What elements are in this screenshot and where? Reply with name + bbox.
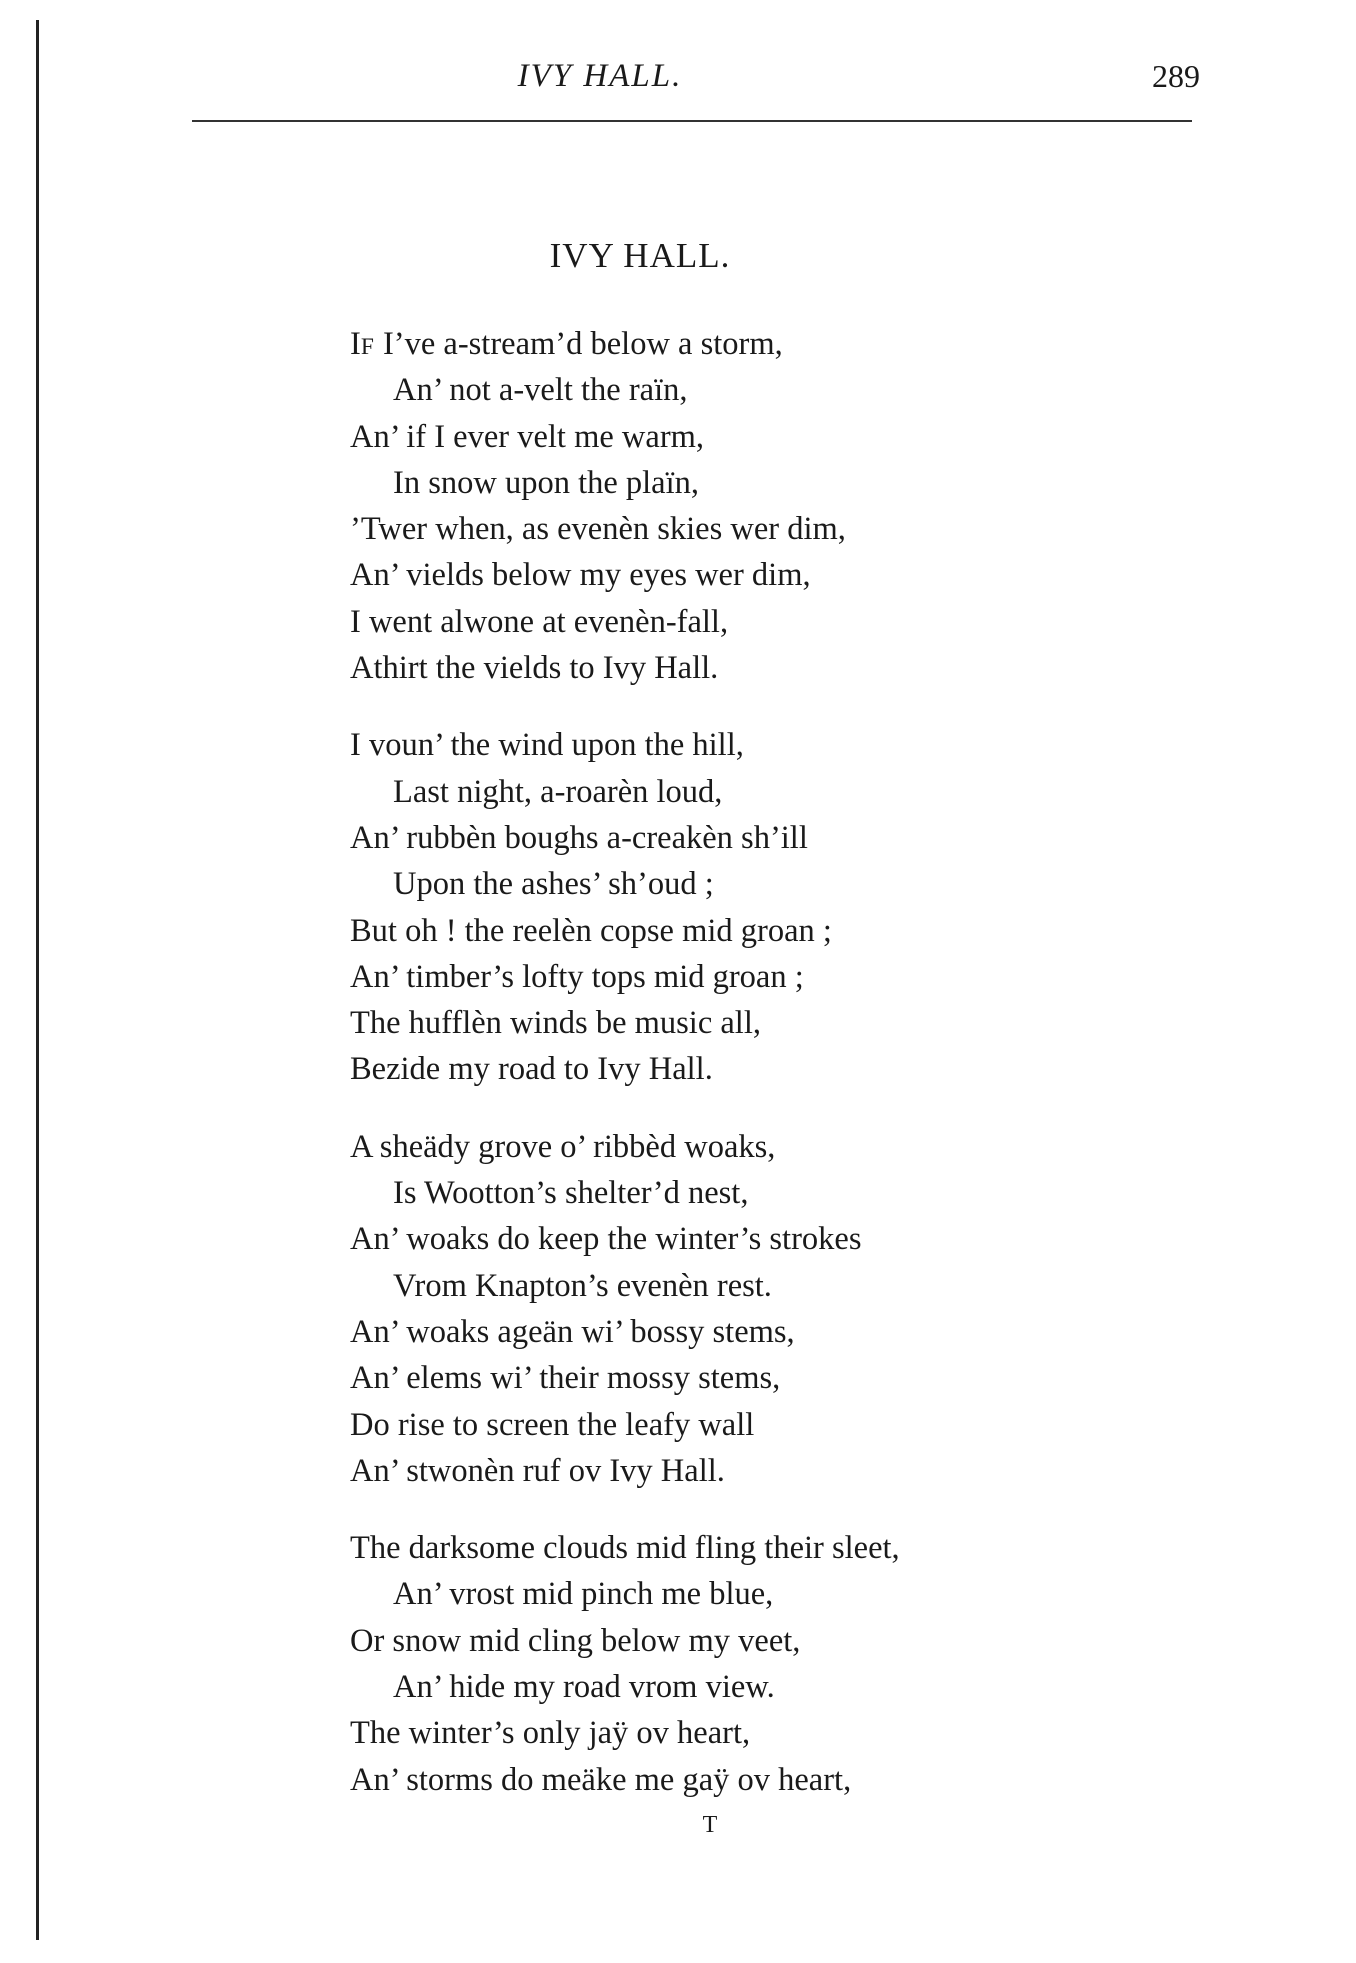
poem-line: An’ rubbèn boughs a-creakèn sh’ill	[350, 819, 808, 856]
poem-body	[350, 321, 900, 1834]
poem-line: An’ not a-velt the raïn,	[393, 372, 688, 409]
poem-line: The hufflèn winds be music all,	[350, 1005, 761, 1042]
poem-line: Bezide my road to Ivy Hall.	[350, 1051, 713, 1088]
poem-line: An’ elems wi’ their mossy stems,	[350, 1360, 781, 1397]
poem-line: ’Twer when, as evenèn skies wer dim,	[350, 511, 846, 548]
poem-line: Upon the ashes’ sh’oud ;	[393, 866, 714, 903]
poem-line: An’ woaks ageän wi’ bossy stems,	[350, 1313, 795, 1350]
poem-line: An’ stwonèn ruf ov Ivy Hall.	[350, 1452, 725, 1489]
header-rule	[192, 120, 1192, 122]
poem-line: I went alwone at evenèn-fall,	[350, 603, 729, 640]
poem-line: An’ vrost mid pinch me blue,	[393, 1576, 774, 1613]
poem-line: An’ timber’s lofty tops mid groan ;	[350, 958, 804, 995]
stanza	[350, 321, 900, 691]
stanza	[350, 1124, 900, 1494]
poem-line: An’ hide my road vrom view.	[393, 1669, 775, 1706]
poem-line: Last night, a-roarèn loud,	[393, 773, 723, 810]
poem-line: Vrom Knapton’s evenèn rest.	[393, 1267, 772, 1304]
poem-line: Or snow mid cling below my veet,	[350, 1622, 801, 1659]
poem-line: An’ storms do meäke me gaÿ ov heart,	[350, 1761, 852, 1798]
poem-line: An’ woaks do keep the winter’s strokes	[350, 1221, 862, 1258]
binding-edge-rule	[36, 20, 39, 1940]
poem-line: An’ vields below my eyes wer dim,	[350, 557, 811, 594]
poem-line: The darksome clouds mid fling their sleet,	[350, 1530, 900, 1567]
poem-title: IVY HALL.	[549, 236, 731, 275]
poem-line: Is Wootton’s shelter’d nest,	[393, 1175, 749, 1212]
poem-line: The winter’s only jaÿ ov heart,	[350, 1715, 751, 1752]
poem-line: In snow upon the plaïn,	[393, 464, 700, 501]
poem-line: An’ if I ever velt me warm,	[350, 418, 705, 455]
poem-line: Athirt the vields to Ivy Hall.	[350, 650, 719, 687]
page-number: 289	[1152, 58, 1200, 94]
stanza	[350, 722, 900, 1092]
signature-mark: T	[702, 1812, 718, 1838]
poem-line: I voun’ the wind upon the hill,	[350, 727, 744, 764]
poem-line: IF I’ve a-stream’d below a storm,	[350, 326, 783, 362]
poem-line: A sheädy grove o’ ribbèd woaks,	[350, 1128, 776, 1165]
poem-line: But oh ! the reelèn copse mid groan ;	[350, 912, 832, 949]
running-title: IVY HALL.	[517, 58, 683, 94]
stanza	[350, 1525, 900, 1803]
poem-line: Do rise to screen the leafy wall	[350, 1406, 755, 1443]
